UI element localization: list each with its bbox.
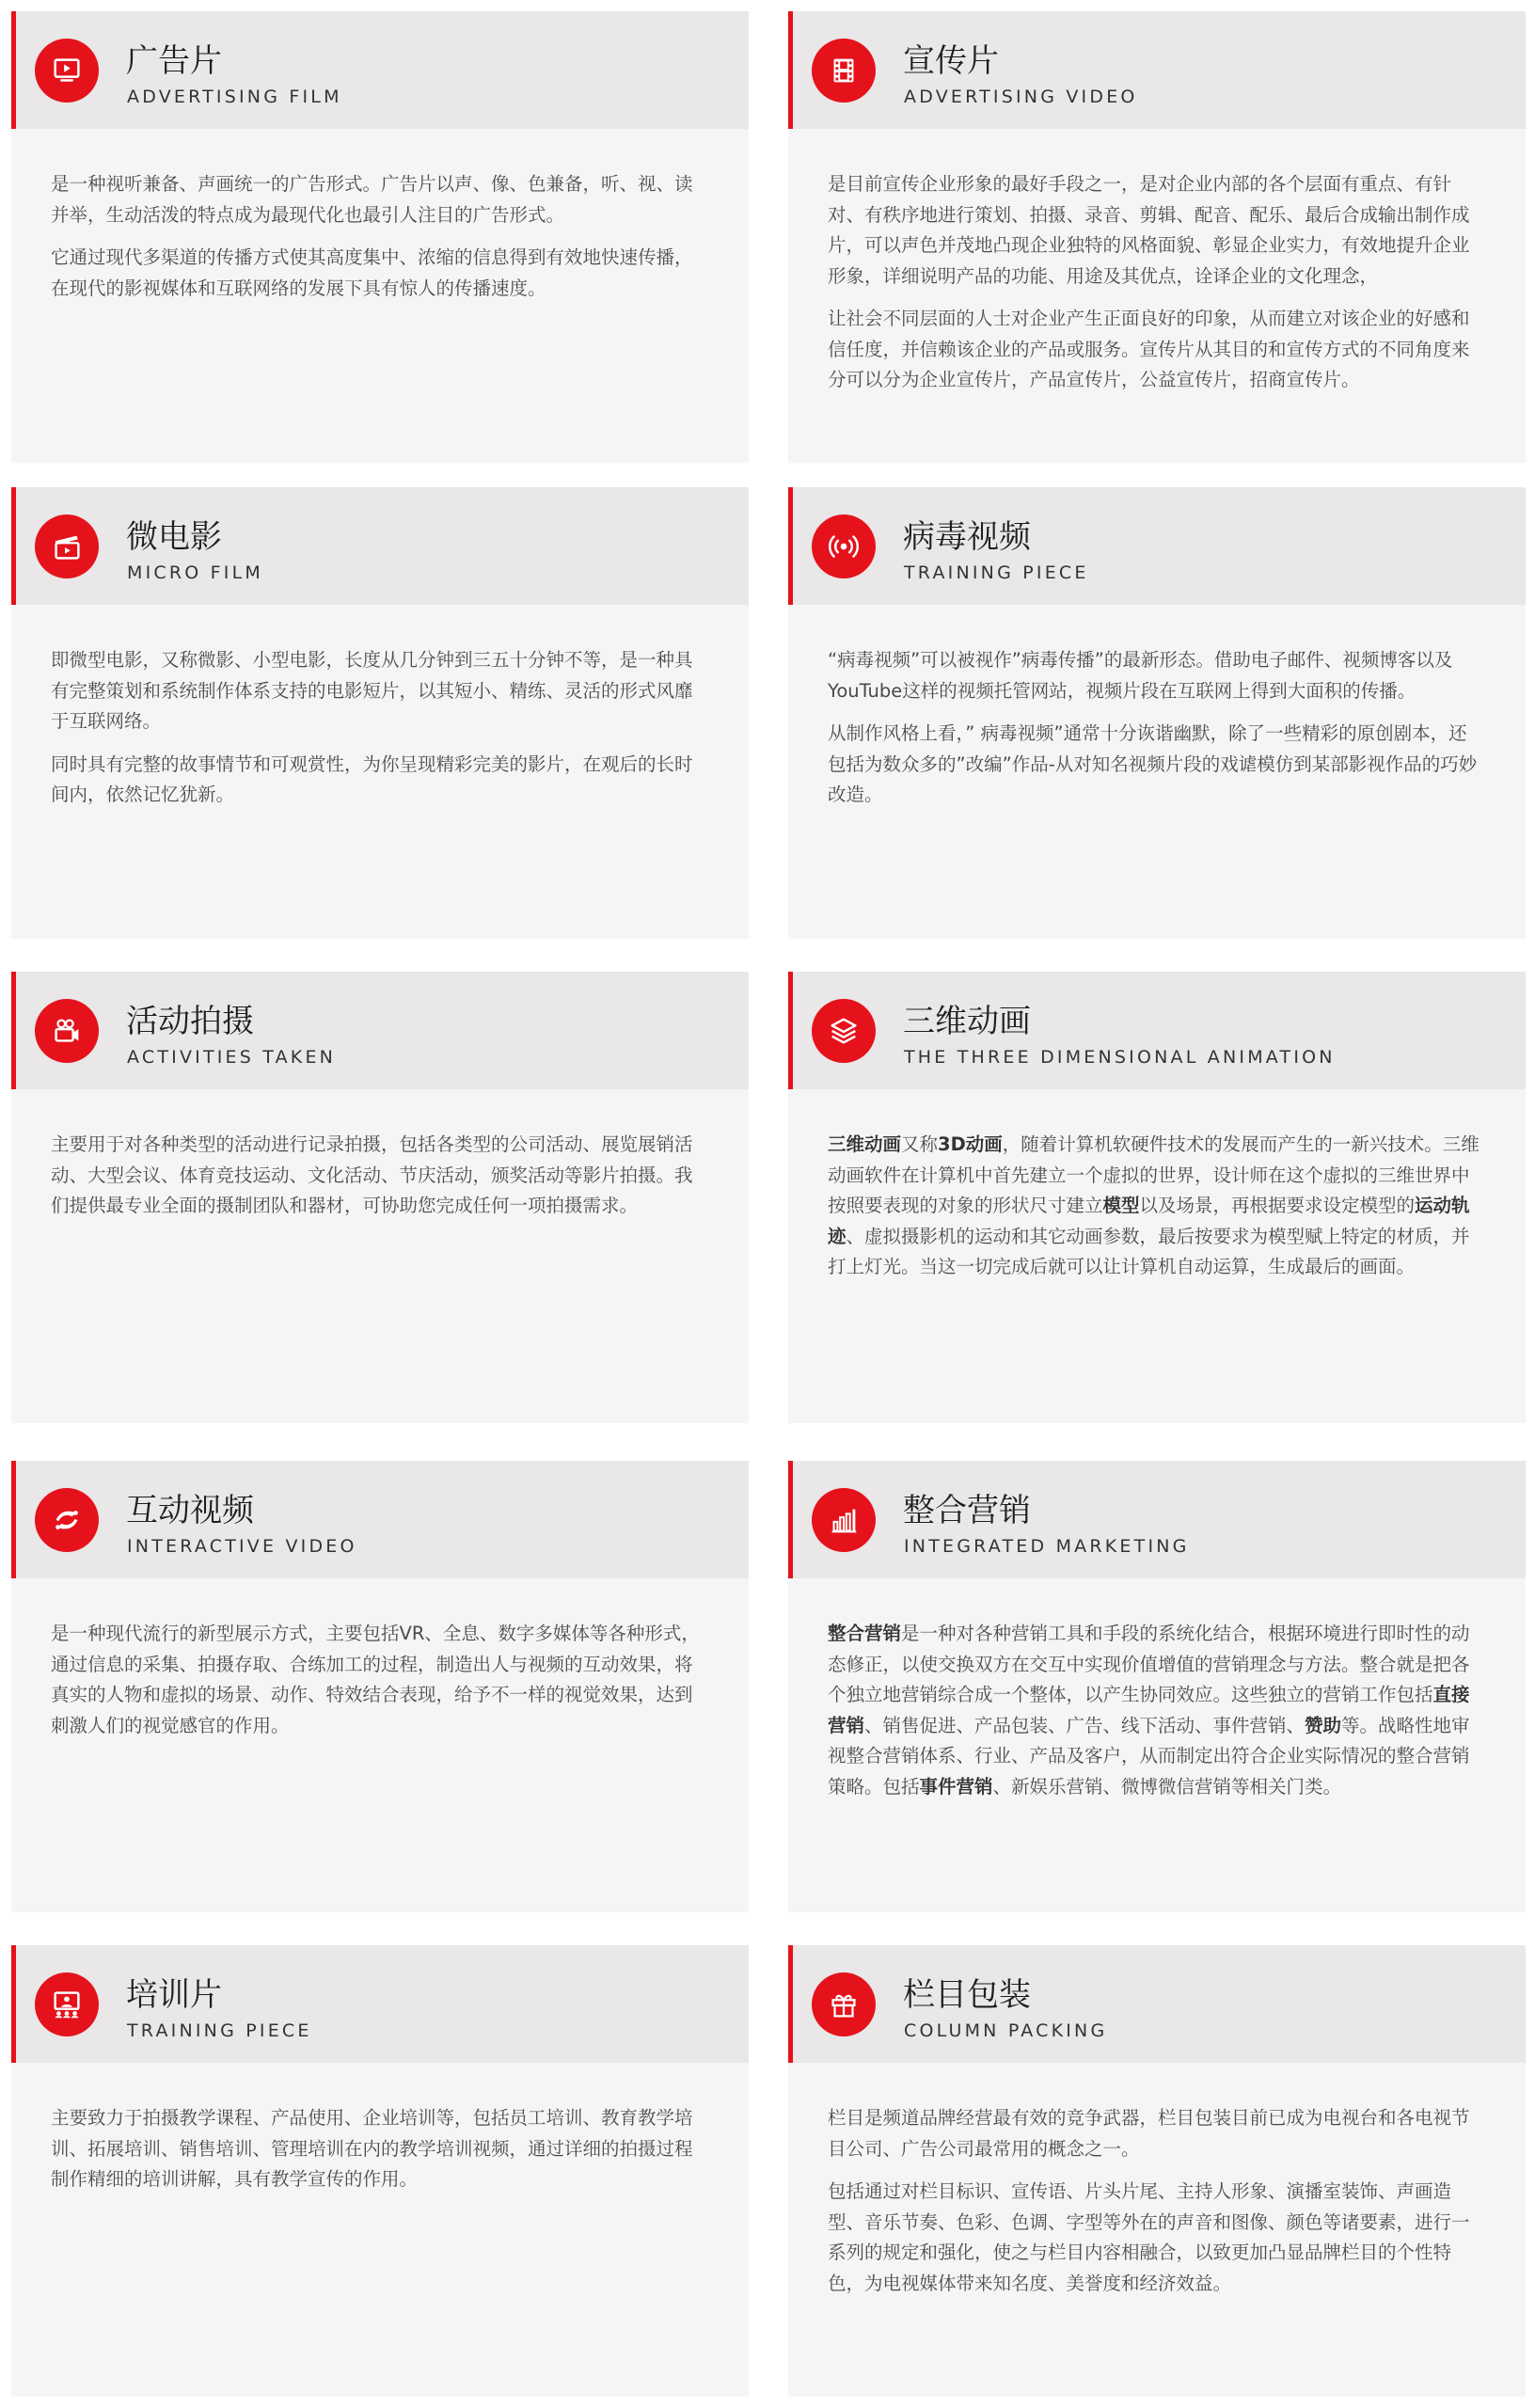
- film-strip-icon: [812, 39, 876, 103]
- card-header: [788, 11, 1526, 129]
- card-subtitle: ADVERTISING FILM: [127, 87, 342, 107]
- description-paragraph: 主要致力于拍摄教学课程、产品使用、企业培训等，包括员工培训、教育教学培训、拓展培训、销售培训、管理培训在内的教学培训视频，通过详细的拍摄过程制作精细的培训讲解，具有教学宣传的作用。: [51, 2107, 693, 2190]
- card-description: [11, 605, 749, 811]
- presentation-icon: [35, 1972, 99, 2036]
- card-subtitle: MICRO FILM: [127, 562, 263, 583]
- service-card: [788, 1461, 1526, 1912]
- description-paragraph: “病毒视频”可以被视作”病毒传播”的最新形态。借助电子邮件、视频博客以及YouTube这样的视频托管网站，视频片段在互联网上得到大面积的传播。: [828, 649, 1453, 702]
- card-subtitle: INTEGRATED MARKETING: [904, 1536, 1190, 1557]
- service-card: [11, 1945, 749, 2397]
- card-title: 微电影: [126, 518, 222, 556]
- description-paragraph: 整合营销是一种对各种营销工具和手段的系统化结合，根据环境进行即时性的动态修正，以使交换双方在交互中实现价值增值的营销理念与方法。整合就是把各个独立地营销综合成一个整体，以产生协同效应。这些独立的营销工作包括直接营销、销售促进、产品包装、广告、线下活动、事件营销、赞助等。战略性地审视整合营销体系、行业、产品及客户，从而制定出符合企业实际情况的整合营销策略。包括事件营销、新娱乐营销、微博微信营销等相关门类。: [828, 1623, 1470, 1798]
- broadcast-icon: [812, 515, 876, 578]
- description-paragraph: 三维动画又称3D动画，随着计算机软硬件技术的发展而产生的一新兴技术。三维动画软件在计算机中首先建立一个虚拟的世界，设计师在这个虚拟的三维世界中按照要表现的对象的形状尺寸建立模型以及场景，再根据要求设定模型的运动轨迹、虚拟摄影机的运动和其它动画参数，最后按要求为模型赋上特定的材质，并打上灯光。当这一切完成后就可以让计算机自动运算，生成最后的画面。: [828, 1133, 1480, 1277]
- service-card: [11, 1461, 749, 1912]
- service-card: [788, 1945, 1526, 2397]
- card-header: [11, 972, 749, 1089]
- card-title: 活动拍摄: [126, 1003, 254, 1040]
- card-header: [11, 1461, 749, 1578]
- card-subtitle: TRAINING PIECE: [127, 2020, 312, 2041]
- card-description: [788, 2063, 1526, 2299]
- service-card: [11, 487, 749, 939]
- card-title: 三维动画: [903, 1003, 1031, 1040]
- card-title: 互动视频: [126, 1492, 254, 1529]
- card-subtitle: ACTIVITIES TAKEN: [127, 1047, 337, 1068]
- card-title: 宣传片: [903, 42, 999, 80]
- card-description: [788, 1089, 1526, 1283]
- card-header: [788, 487, 1526, 605]
- tv-play-icon: [35, 39, 99, 103]
- clapperboard-icon: [35, 515, 99, 578]
- card-header: [788, 1461, 1526, 1578]
- service-card: [11, 972, 749, 1423]
- description-paragraph: 它通过现代多渠道的传播方式使其高度集中、浓缩的信息得到有效地快速传播，在现代的影视媒体和互联网络的发展下具有惊人的传播速度。: [51, 246, 693, 299]
- card-description: [11, 1578, 749, 1741]
- card-header: [11, 11, 749, 129]
- service-card: [11, 11, 749, 463]
- card-title: 整合营销: [903, 1492, 1031, 1529]
- card-title: 栏目包装: [903, 1976, 1031, 2014]
- card-header: [11, 487, 749, 605]
- interactive-hands-icon: [35, 1488, 99, 1552]
- card-subtitle: ADVERTISING VIDEO: [904, 87, 1138, 107]
- card-subtitle: INTERACTIVE VIDEO: [127, 1536, 357, 1557]
- description-paragraph: 是一种现代流行的新型展示方式，主要包括VR、全息、数字多媒体等各种形式，通过信息的采集、拍摄存取、合练加工的过程，制造出人与视频的互动效果，将真实的人物和虚拟的场景、动作、特效结合表现，给予不一样的视觉效果，达到刺激人们的视觉感官的作用。: [51, 1623, 700, 1736]
- bar-chart-icon: [812, 1488, 876, 1552]
- card-description: [11, 129, 749, 304]
- card-header: [11, 1945, 749, 2063]
- service-card: [788, 972, 1526, 1423]
- service-card: [788, 487, 1526, 939]
- card-header: [788, 1945, 1526, 2063]
- description-paragraph: 即微型电影，又称微影、小型电影，长度从几分钟到三五十分钟不等，是一种具有完整策划和系统制作体系支持的电影短片，以其短小、精练、灵活的形式风靡于互联网络。: [51, 649, 693, 732]
- card-description: [788, 1578, 1526, 1802]
- description-paragraph: 同时具有完整的故事情节和可观赏性，为你呈现精彩完美的影片，在观后的长时间内，依然记忆犹新。: [51, 752, 693, 805]
- card-description: [788, 605, 1526, 811]
- card-subtitle: THE THREE DIMENSIONAL ANIMATION: [904, 1047, 1336, 1068]
- card-title: 病毒视频: [903, 518, 1031, 556]
- description-paragraph: 栏目是频道品牌经营最有效的竞争武器，栏目包装目前已成为电视台和各电视节目公司、广告公司最常用的概念之一。: [828, 2107, 1470, 2160]
- card-subtitle: TRAINING PIECE: [904, 562, 1089, 583]
- gift-icon: [812, 1972, 876, 2036]
- description-paragraph: 让社会不同层面的人士对企业产生正面良好的印象，从而建立对该企业的好感和信任度，并信赖该企业的产品或服务。宣传片从其目的和宣传方式的不同角度来分可以分为企业宣传片，产品宣传片，公益宣传片，招商宣传片。: [828, 308, 1470, 390]
- card-subtitle: COLUMN PACKING: [904, 2020, 1108, 2041]
- description-paragraph: 是一种视听兼备、声画统一的广告形式。广告片以声、像、色兼备，听、视、读并举，生动活泼的特点成为最现代化也最引人注目的广告形式。: [51, 173, 693, 226]
- card-title: 培训片: [126, 1976, 222, 2014]
- description-paragraph: 从制作风格上看，” 病毒视频”通常十分诙谐幽默，除了一些精彩的原创剧本，还包括为数众多的”改编”作品-从对知名视频片段的戏谑模仿到某部影视作品的巧妙改造。: [828, 722, 1478, 805]
- description-paragraph: 是目前宣传企业形象的最好手段之一，是对企业内部的各个层面有重点、有针对、有秩序地进行策划、拍摄、录音、剪辑、配音、配乐、最后合成输出制作成片，可以声色并茂地凸现企业独特的风格面貌、彰显企业实力，有效地提升企业形象，详细说明产品的功能、用途及其优点，诠译企业的文化理念，: [828, 173, 1470, 287]
- layers-icon: [812, 999, 876, 1063]
- service-card: [788, 11, 1526, 463]
- card-description: [11, 1089, 749, 1222]
- card-description: [11, 2063, 749, 2195]
- card-description: [788, 129, 1526, 396]
- card-header: [788, 972, 1526, 1089]
- description-paragraph: 包括通过对栏目标识、宣传语、片头片尾、主持人形象、演播室装饰、声画造型、音乐节奏、色彩、色调、字型等外在的声音和图像、颜色等诸要素，进行一系列的规定和强化，使之与栏目内容相融合，以致更加凸显品牌栏目的个性特色，为电视媒体带来知名度、美誉度和经济效益。: [828, 2180, 1470, 2294]
- video-camera-icon: [35, 999, 99, 1063]
- card-title: 广告片: [126, 42, 222, 80]
- description-paragraph: 主要用于对各种类型的活动进行记录拍摄，包括各类型的公司活动、展览展销活动、大型会议、体育竞技运动、文化活动、节庆活动，颁奖活动等影片拍摄。我们提供最专业全面的摄制团队和器材，可协助您完成任何一项拍摄需求。: [51, 1133, 693, 1216]
